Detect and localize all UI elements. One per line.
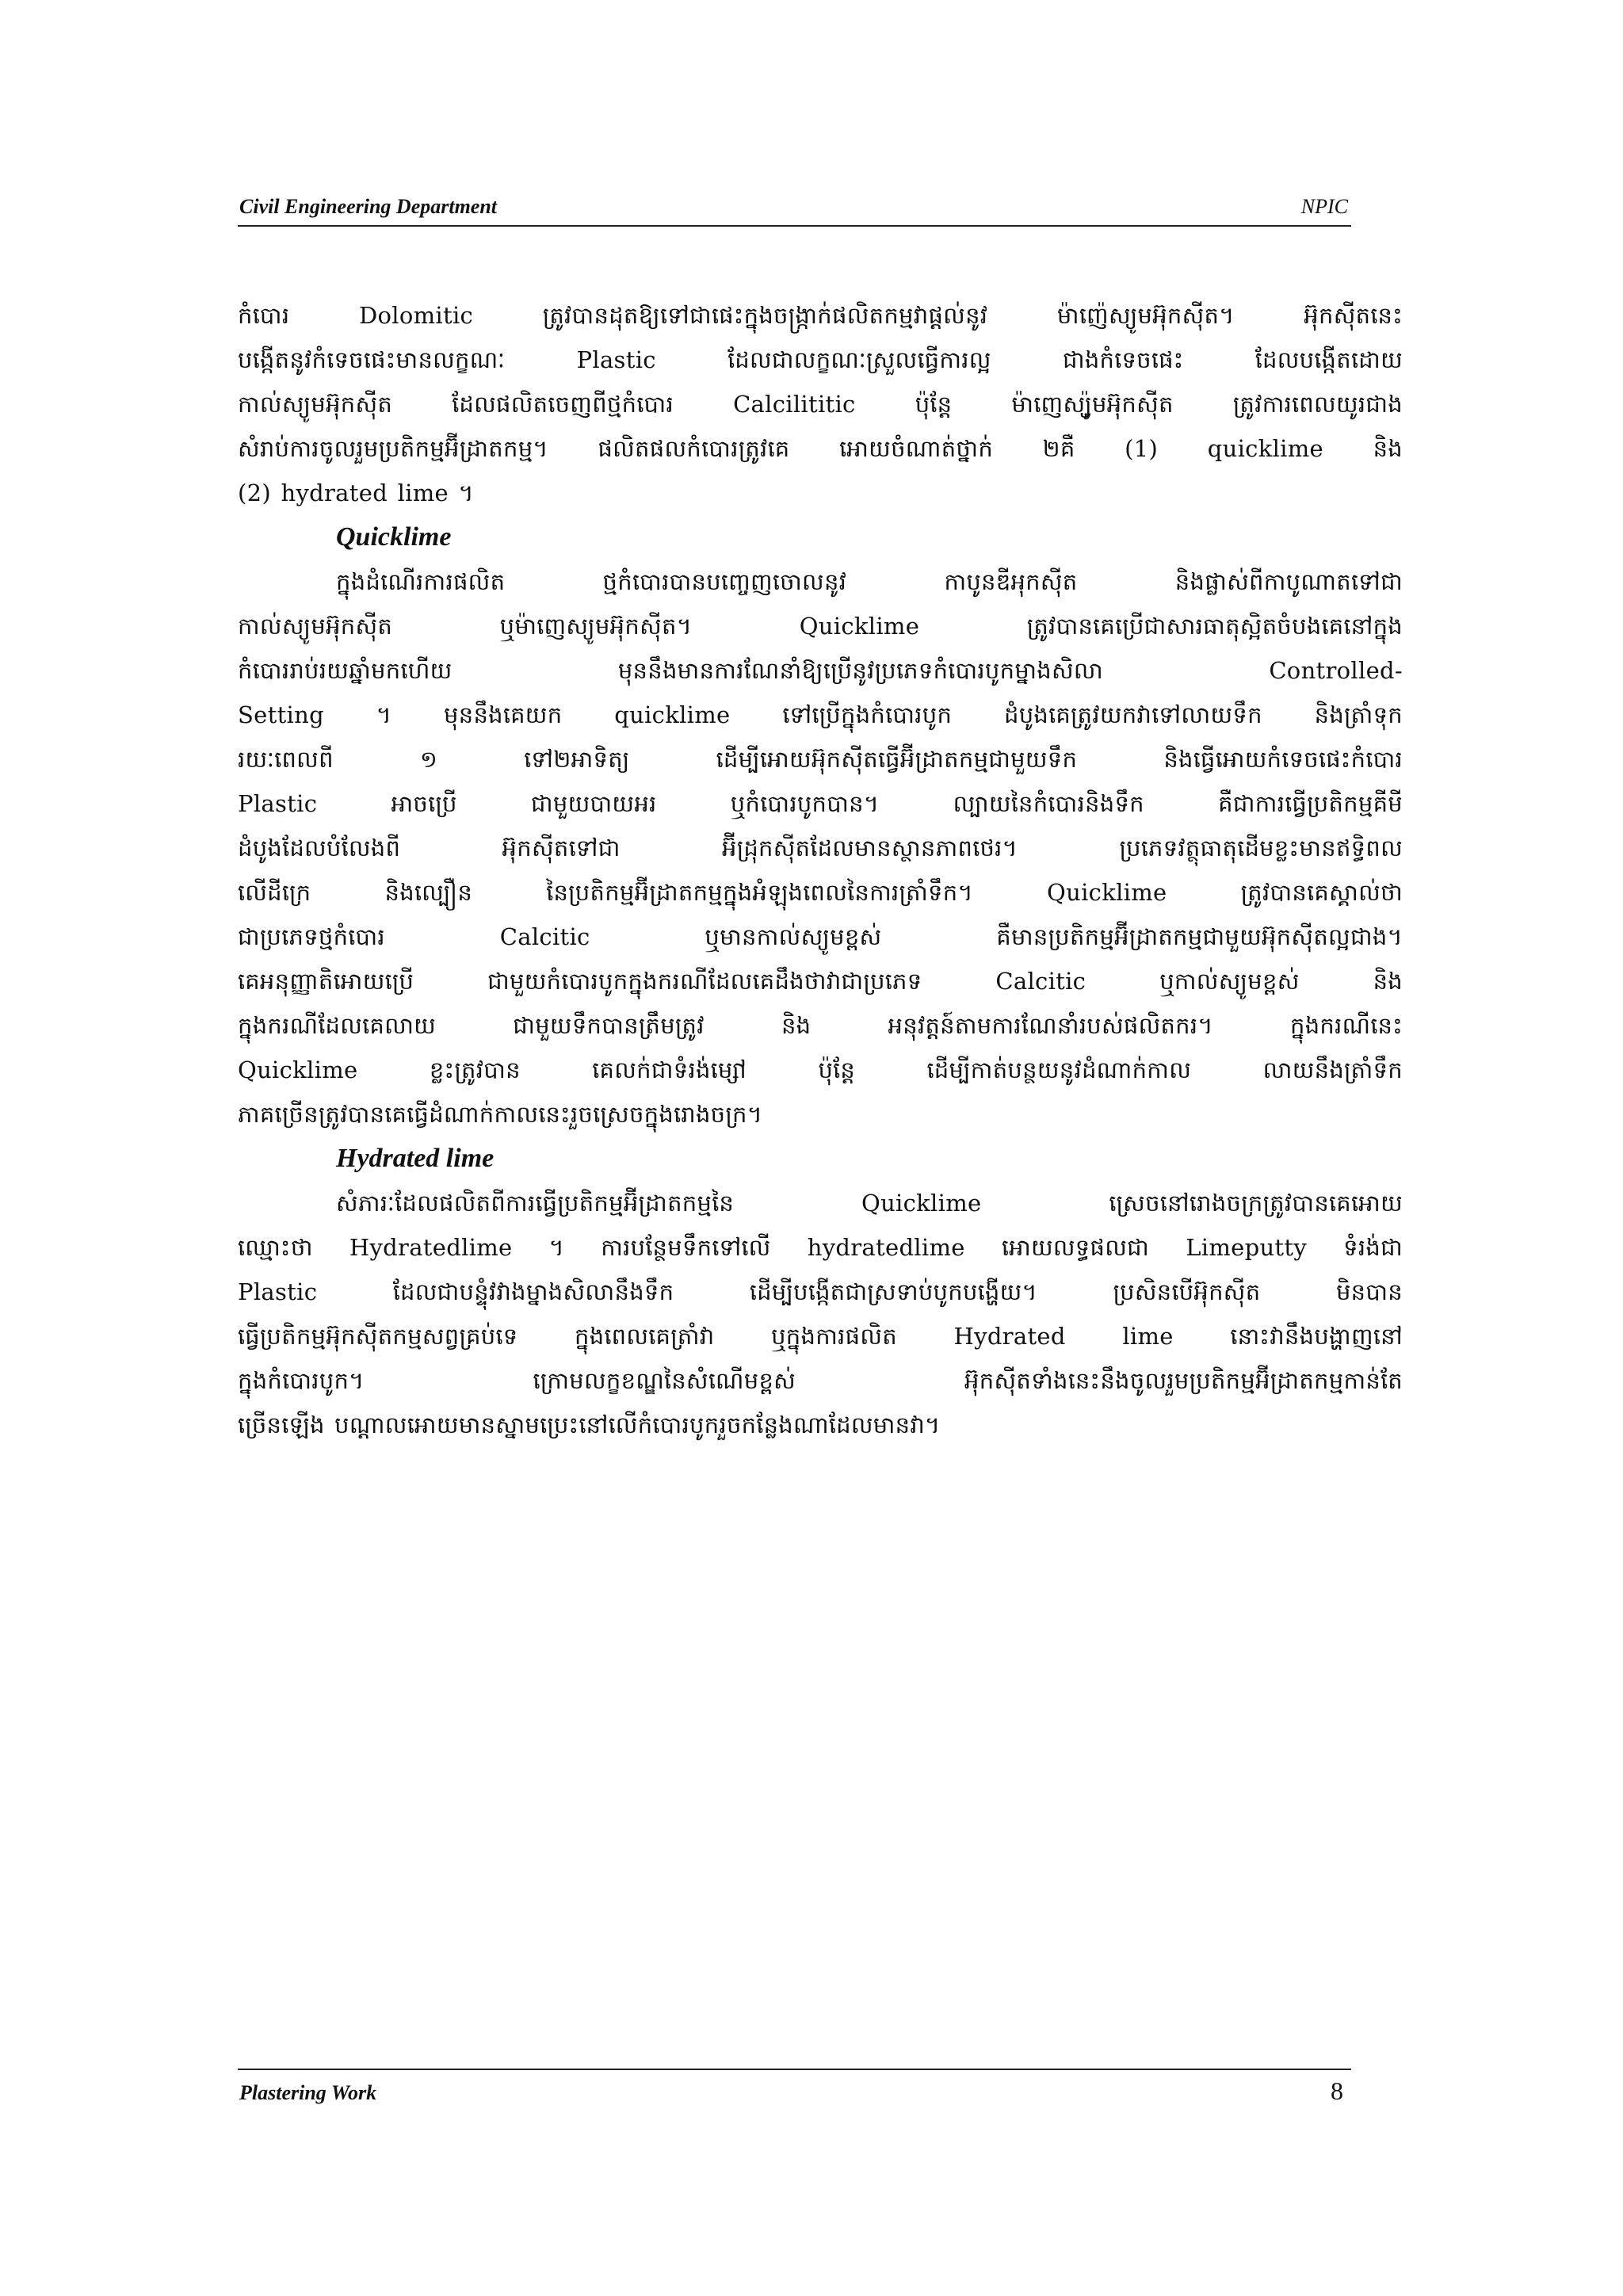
text-line: រយៈពេលពី ១ ទៅ២អាទិត្យ ដើម្បីអោយអ៊ុកស៊ីតធ្វើអ៊ីដ្រាតកម្មជាមួយទឹក និងធ្វើអោយកំទេចផេះកំបោរ [238,746,1403,773]
document-body [238,293,1403,1447]
text-line: ក្នុងករណីដែលគេលាយ ជាមួយទឹកបានត្រឹមត្រូវ និង អនុវត្តន៍តាមការណែនាំរបស់ផលិតករ។ ក្នុងករណីនេះ [238,1012,1403,1039]
paragraph-quicklime [238,560,1403,1137]
text-line: Plastic អាចប្រើ ជាមួយបាយអរ ឬកំបោរបូកបាន។ ល្បាយនៃកំបោរនិងទឹក គឺជាការធ្វើប្រតិកម្មគីមី [238,790,1403,817]
page-footer [238,2069,1351,2111]
text-line: បង្កើតនូវកំទេចផេះមានលក្ខណៈ Plastic ដែលជាលក្ខណៈស្រួលធ្វើការល្អ ជាងកំទេចផេះ ដែលបង្កើតដោយ [238,346,1403,373]
text-line: កាល់ស្យូមអ៊ុកស៊ីត ដែលផលិតចេញពីថ្មកំបោរ Calcilititic ប៉ុន្តែ ម៉ាញេស្យ៉ូមអ៊ុកស៊ីត ត្រូវការពេលយូរជាង [238,391,1403,418]
paragraph-hydrated-lime [238,1181,1403,1447]
text-line: លើដីក្រេ និងល្បឿន នៃប្រតិកម្មអ៊ីដ្រាតកម្មក្នុងអំឡុងពេលនៃការត្រាំទឹក។ Quicklime ត្រូវបានគេស្គាល់ថា [238,879,1403,906]
section-heading-quicklime: Quicklime [336,522,452,552]
section-heading-hydrated-lime: Hydrated lime [336,1144,495,1173]
text-line: កំបោរ Dolomitic ត្រូវបានដុតឱ្យទៅជាផេះក្នុងចង្ក្រាក់ផលិតកម្មវាផ្តល់នូវ ម៉ាញ៉េស្យូមអ៊ុកស៊ីត។ អ៊ុកស៊ីតនេះ [238,302,1403,329]
text-line: Quicklime ខ្លះត្រូវបាន គេលក់ជាទំរង់ម្សៅ ប៉ុន្តែ ដើម្បីកាត់បន្ថយនូវដំណាក់កាល លាយនឹងត្រាំទឹក [238,1056,1403,1083]
text-line: ច្រើនឡើង បណ្តាលអោយមានស្នាមប្រេះនៅលើកំបោរបូករួចកន្លែងណាដែលមានវា។ [238,1412,941,1438]
text-line: ក្នុងដំណើរការផលិត ថ្មកំបោរបានបញ្ចេញចោលនូវ កាបូនឌីអុកស៊ីត និងផ្លាស់ពីកាបូណាតទៅជា [336,568,1403,595]
text-line: ជាប្រភេទថ្មកំបោរ Calcitic ឬមានកាល់ស្យូមខ្ពស់ គឺមានប្រតិកម្មអ៊ីដ្រាតកម្មជាមួយអ៊ុកស៊ីតល្អជាង។ [238,923,1403,950]
text-line: កំបោររាប់រយឆ្នាំមកហើយ មុននឹងមានការណែនាំឱ្យប្រើនូវប្រភេទកំបោរបូកម្នាងសិលា Controlled- [238,657,1403,684]
text-line: សំរាប់ការចូលរួមប្រតិកម្មអ៊ីដ្រាតកម្ម។ ផលិតផលកំបោរត្រូវគេ អោយចំណាត់ថ្នាក់ ២គឺ (1) quicklime និង [238,435,1403,462]
paragraph-dolomitic [238,293,1403,515]
text-line: Setting ។ មុននឹងគេយក quicklime ទៅប្រើក្នុងកំបោរបូក ដំបូងគេត្រូវយកវាទៅលាយទឹក និងត្រាំទុក [238,701,1403,728]
text-line: (2) hydrated lime ។ [238,479,474,506]
page-header [238,189,1351,227]
text-line: ភាគច្រើនត្រូវបានគេធ្វើដំណាក់កាលនេះរួចស្រេចក្នុងរោងចក្រ។ [238,1101,763,1128]
text-line: កាល់ស្យូមអ៊ុកស៊ីត ឬម៉ាញេស្យូមអ៊ុកស៊ីត។ Quicklime ត្រូវបានគេប្រើជាសារធាតុស្អិតចំបងគេនៅក្នុង [238,613,1403,640]
text-line: គេអនុញ្ញាតិអោយប្រើ ជាមួយកំបោរបូកក្នុងករណីដែលគេដឹងថាវាជាប្រភេទ Calcitic ឬកាល់ស្យូមខ្ពស់ និង [238,968,1403,995]
text-line: Plastic ដែលជាបន្ទុំវវាងម្នាងសិលានឹងទឹក ដើម្បីបង្កើតជាស្រទាប់បូកបង្ហើយ។ ប្រសិនបើអ៊ុកស៊ីត មិនបាន [238,1278,1403,1305]
header-department: Civil Engineering Department [239,195,498,218]
page-number: 8 [1331,2076,1343,2105]
text-line: សំភារៈដែលផលិតពីការធ្វើប្រតិកម្មអ៊ីដ្រាតកម្មនៃ Quicklime ស្រេចនៅរោងចក្រត្រូវបានគេអោយ [336,1190,1403,1217]
text-line: ក្នុងកំបោរបូក។ ក្រោមលក្ខខណ្ឌនៃសំណើមខ្ពស់ អ៊ុកស៊ីតទាំងនេះនឹងចូលរួមប្រតិកម្មអ៊ីដ្រាតកម្មកាន់តែ [238,1367,1403,1394]
footer-chapter-title: Plastering Work [239,2081,377,2104]
text-line: ឈ្មោះថា Hydratedlime ។ ការបន្ថែមទឹកទៅលើ hydratedlime អោយលទ្ធផលជា Limeputty ទំរង់ជា [238,1234,1403,1261]
text-line: ដំបូងដែលបំលែងពី អ៊ុកស៊ីតទៅជា អ៊ីដ្រុកស៊ីតដែលមានស្ថានភាពថេរ។ ប្រភេទវត្ថុធាតុដើមខ្លះមានឥទ្ធិពល [238,835,1403,861]
header-institution: NPIC [1300,195,1348,218]
text-line: ធ្វើប្រតិកម្មអ៊ុកស៊ីតកម្មសព្វគ្រប់ទេ ក្នុងពេលគេត្រាំវា ឬក្នុងការផលិត Hydrated lime នោះវានឹងបង្ហាញនៅ [238,1323,1403,1350]
